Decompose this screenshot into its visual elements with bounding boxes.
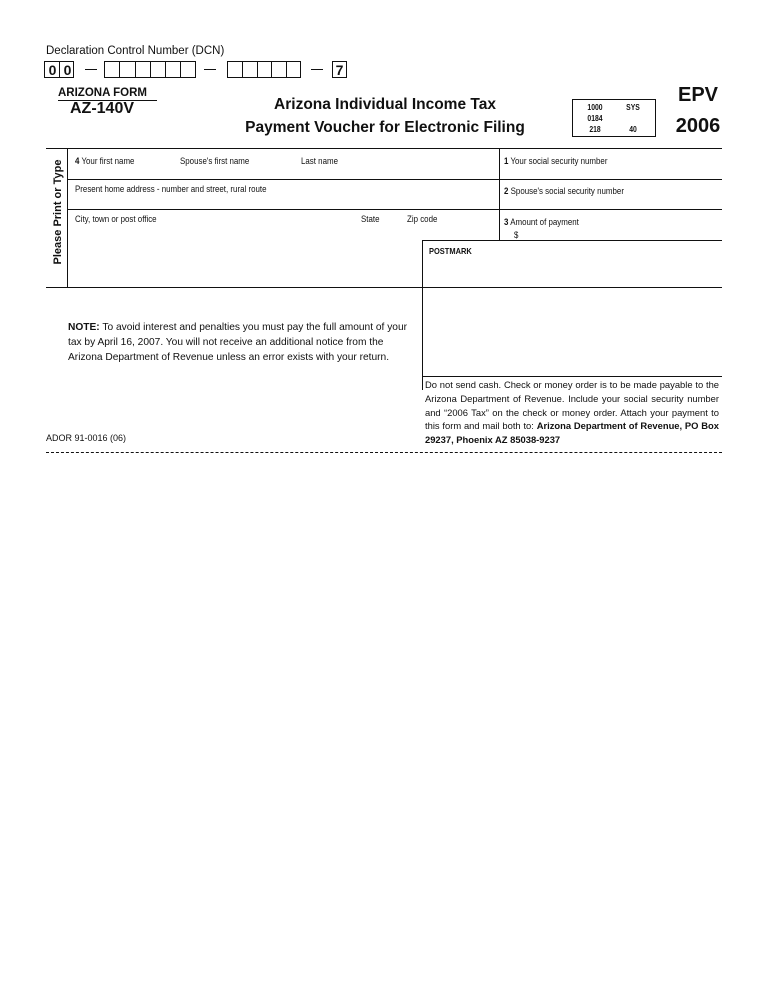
dcn-prefix-digit-1: 0 bbox=[48, 62, 57, 78]
mailing-instructions bbox=[425, 378, 719, 447]
zip-label: Zip code bbox=[407, 214, 438, 224]
spouse-ssn-number: 2 bbox=[504, 186, 509, 196]
state-label: State bbox=[361, 214, 380, 224]
side-label: Please Print or Type bbox=[52, 159, 64, 265]
amount-field[interactable] bbox=[522, 228, 718, 239]
dcn-group-2-input[interactable] bbox=[227, 61, 301, 78]
spouse-first-name-label: Spouse's first name bbox=[180, 156, 250, 166]
dcn-separator bbox=[85, 69, 97, 70]
city-state-zip-field[interactable] bbox=[70, 226, 496, 286]
mailing-address: Arizona Department of Revenue, PO Box 29237, Phoenix AZ 85038-9237 bbox=[425, 420, 719, 446]
dcn-label: Declaration Control Number (DCN) bbox=[46, 45, 225, 57]
dcn-prefix-digit-2: 0 bbox=[63, 62, 72, 78]
code-right-bottom: 40 bbox=[629, 125, 637, 134]
address-field[interactable] bbox=[70, 196, 496, 208]
first-name-label bbox=[75, 156, 134, 166]
first-name-number: 4 bbox=[75, 156, 80, 166]
ssn-field[interactable] bbox=[502, 168, 718, 178]
dcn-separator bbox=[204, 69, 216, 70]
row-rule-4 bbox=[46, 287, 722, 288]
form-top-rule bbox=[46, 148, 722, 149]
ssn-text: Your social security number bbox=[510, 156, 608, 166]
side-label-divider bbox=[67, 148, 68, 287]
form-number: AZ-140V bbox=[70, 100, 135, 117]
mailing-text: Do not send cash. Check or money order is to be made payable to the Arizona Department of Revenue. Include your social security number and “2006 Tax” on the check or money order. Attach your payment to this form and mail both to: bbox=[425, 379, 719, 432]
row-rule-1 bbox=[67, 179, 722, 180]
code-left-3: 218 bbox=[589, 125, 601, 134]
note-lead: NOTE: bbox=[68, 322, 100, 333]
cut-line bbox=[46, 452, 722, 453]
address-label: Present home address - number and street, rural route bbox=[75, 184, 267, 194]
dcn-suffix-digit: 7 bbox=[335, 62, 344, 78]
form-type-code: EPV bbox=[677, 84, 719, 106]
dcn-suffix-box bbox=[332, 61, 347, 78]
dcn-group-1-input[interactable] bbox=[104, 61, 196, 78]
postmark-bottom-rule bbox=[422, 376, 722, 377]
amount-label bbox=[504, 217, 579, 227]
form-title-line-2: Payment Voucher for Electronic Filing bbox=[245, 119, 525, 136]
last-name-label: Last name bbox=[301, 156, 338, 166]
amount-text: Amount of payment bbox=[510, 217, 579, 227]
note-text: To avoid interest and penalties you must pay the full amount of your tax by April 16, 2007. You will not receive an additional notice from the Arizona Department of Revenue unless an error exists with your return. bbox=[68, 322, 408, 363]
dcn-separator bbox=[311, 69, 323, 70]
ssn-column-divider bbox=[499, 148, 500, 240]
row-rule-2 bbox=[67, 209, 722, 210]
postmark-label: POSTMARK bbox=[429, 246, 472, 256]
amount-number: 3 bbox=[504, 217, 509, 227]
ssn-label bbox=[504, 156, 607, 166]
payment-note bbox=[68, 320, 418, 365]
form-agency-label: ARIZONA FORM bbox=[58, 87, 148, 99]
spouse-ssn-label bbox=[504, 186, 624, 196]
code-right-top: SYS bbox=[626, 103, 640, 112]
form-title-line-1: Arizona Individual Income Tax bbox=[274, 96, 496, 113]
ssn-number: 1 bbox=[504, 156, 509, 166]
spouse-ssn-text: Spouse's social security number bbox=[510, 186, 624, 196]
code-left-2: 0184 bbox=[587, 114, 603, 123]
dollar-sign: $ bbox=[514, 230, 519, 240]
code-left-1: 1000 bbox=[587, 103, 603, 112]
dcn-prefix-boxes bbox=[44, 61, 74, 78]
city-label: City, town or post office bbox=[75, 214, 157, 224]
spouse-ssn-field[interactable] bbox=[502, 198, 718, 208]
tax-year: 2006 bbox=[675, 115, 721, 137]
name-field[interactable] bbox=[70, 168, 496, 178]
processing-codes-box bbox=[572, 99, 656, 137]
form-code: ADOR 91-0016 (06) bbox=[46, 433, 127, 443]
first-name-text: Your first name bbox=[81, 156, 135, 166]
